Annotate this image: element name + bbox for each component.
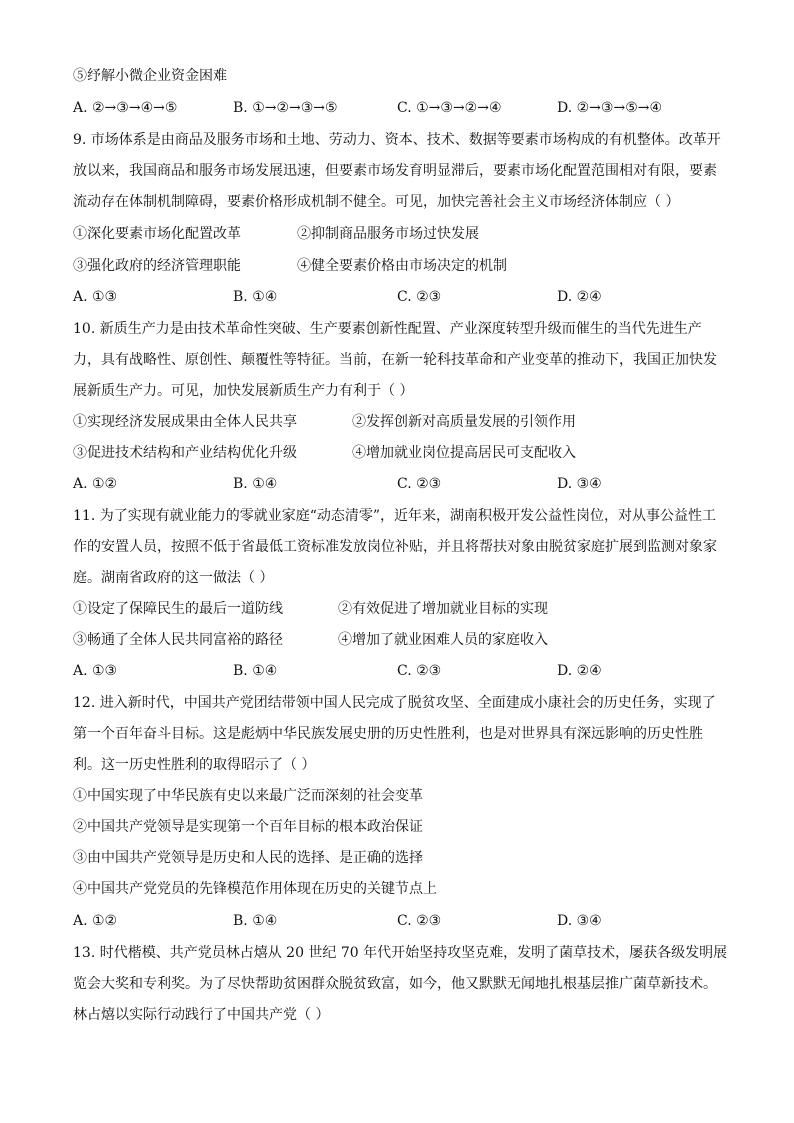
question-10-stem-line-3: 展新质生产力。可见，加快发展新质生产力有利于（ ） bbox=[73, 383, 414, 399]
question-11-option-b: B. ①④ bbox=[233, 663, 278, 679]
question-12-option-b: B. ①④ bbox=[233, 913, 278, 929]
question-9-stem-line-2: 放以来，我国商品和服务市场发展迅速，但要素市场发育明显滞后，要素市场化配置范围相对有限，要素 bbox=[73, 163, 717, 179]
question-10-option-d: D. ③④ bbox=[557, 476, 602, 492]
question-11-item-1: ①设定了保障民生的最后一道防线 bbox=[73, 601, 283, 617]
question-9-item-2: ②抑制商品服务市场过快发展 bbox=[297, 226, 479, 242]
question-10-item-2: ②发挥创新对高质量发展的引领作用 bbox=[352, 414, 576, 430]
question-10-option-b: B. ①④ bbox=[233, 476, 278, 492]
question-12-stem-line-3: 利。这一历史性胜利的取得昭示了（ ） bbox=[73, 757, 316, 773]
answer-option-d: D. ②→③→⑤→④ bbox=[557, 100, 663, 116]
question-10-stem-line-2: 力，具有战略性、原创性、颠覆性等特征。当前，在新一轮科技革命和产业变革的推动下，我国正加快发 bbox=[73, 352, 717, 368]
answer-option-c: C. ①→③→②→④ bbox=[397, 100, 502, 116]
question-9-item-4: ④健全要素价格由市场决定的机制 bbox=[297, 258, 507, 274]
question-12-option-d: D. ③④ bbox=[557, 913, 602, 929]
answer-option-a: A. ②→③→④→⑤ bbox=[73, 100, 178, 116]
question-12-item-1: ①中国实现了中华民族有史以来最广泛而深刻的社会变革 bbox=[73, 788, 423, 804]
question-12-option-a: A. ①② bbox=[73, 913, 118, 929]
question-9-option-d: D. ②④ bbox=[557, 289, 602, 305]
question-10-option-c: C. ②③ bbox=[397, 476, 442, 492]
question-12-item-3: ③由中国共产党领导是历史和人民的选择、是正确的选择 bbox=[73, 850, 423, 866]
question-9-item-1: ①深化要素市场化配置改革 bbox=[73, 226, 241, 242]
question-12-option-c: C. ②③ bbox=[397, 913, 442, 929]
question-9-stem-line-3: 流动存在体制机制障碍，要素价格形成机制不健全。可见，加快完善社会主义市场经济体制应（ ） bbox=[73, 194, 680, 210]
question-11-option-d: D. ②④ bbox=[557, 663, 602, 679]
question-9-item-3: ③强化政府的经济管理职能 bbox=[73, 258, 241, 274]
question-10-item-3: ③促进技术结构和产业结构优化升级 bbox=[73, 445, 297, 461]
question-11-item-2: ②有效促进了增加就业目标的实现 bbox=[338, 601, 548, 617]
question-10-stem-line-1: 10. 新质生产力是由技术革命性突破、生产要素创新性配置、产业深度转型升级而催生的当代先进生产 bbox=[73, 321, 702, 337]
question-9-option-a: A. ①③ bbox=[73, 289, 118, 305]
question-11-option-c: C. ②③ bbox=[397, 663, 442, 679]
question-11-stem-line-1: 11. 为了实现有就业能力的零就业家庭“动态清零”，近年来，湖南积极开发公益性岗位，对从事公益性工 bbox=[73, 508, 717, 524]
question-11-stem-line-2: 作的安置人员，按照不低于省最低工资标准发放岗位补贴，并且将帮扶对象由脱贫家庭扩展到监测对象家 bbox=[73, 539, 717, 555]
answer-option-b: B. ①→②→③→⑤ bbox=[233, 100, 338, 116]
question-12-stem-line-2: 第一个百年奋斗目标。这是彪炳中华民族发展史册的历史性胜利，也是对世界具有深远影响的历史性胜 bbox=[73, 726, 703, 742]
question-11-option-a: A. ①③ bbox=[73, 663, 118, 679]
question-10-item-4: ④增加就业岗位提高居民可支配收入 bbox=[352, 445, 576, 461]
question-11-item-4: ④增加了就业困难人员的家庭收入 bbox=[338, 632, 548, 648]
question-13-stem-line-1: 13. 时代楷模、共产党员林占熺从 20 世纪 70 年代开始坚持攻坚克难，发明了菌草技术，屡获各级发明展 bbox=[73, 945, 728, 961]
question-12-item-2: ②中国共产党领导是实现第一个百年目标的根本政治保证 bbox=[73, 819, 423, 835]
question-9-option-c: C. ②③ bbox=[397, 289, 442, 305]
question-11-stem-line-3: 庭。湖南省政府的这一做法（ ） bbox=[73, 570, 274, 586]
question-11-item-3: ③畅通了全体人民共同富裕的路径 bbox=[73, 632, 283, 648]
question-13-stem-line-3: 林占熺以实际行动践行了中国共产党（ ） bbox=[73, 1007, 330, 1023]
question-13-stem-line-2: 览会大奖和专利奖。为了尽快帮助贫困群众脱贫致富，如今，他又默默无闻地扎根基层推广菌草新技术。 bbox=[73, 976, 717, 992]
question-9-stem-line-1: 9. 市场体系是由商品及服务市场和土地、劳动力、资本、技术、数据等要素市场构成的有机整体。改革开 bbox=[73, 132, 721, 148]
question-12-item-4: ④中国共产党党员的先锋模范作用体现在历史的关键节点上 bbox=[73, 881, 437, 897]
option-item-5: ⑤纾解小微企业资金困难 bbox=[73, 68, 227, 84]
question-12-stem-line-1: 12. 进入新时代，中国共产党团结带领中国人民完成了脱贫攻坚、全面建成小康社会的历史任务，实现了 bbox=[73, 695, 716, 711]
question-10-item-1: ①实现经济发展成果由全体人民共享 bbox=[73, 414, 297, 430]
question-10-option-a: A. ①② bbox=[73, 476, 118, 492]
question-9-option-b: B. ①④ bbox=[233, 289, 278, 305]
